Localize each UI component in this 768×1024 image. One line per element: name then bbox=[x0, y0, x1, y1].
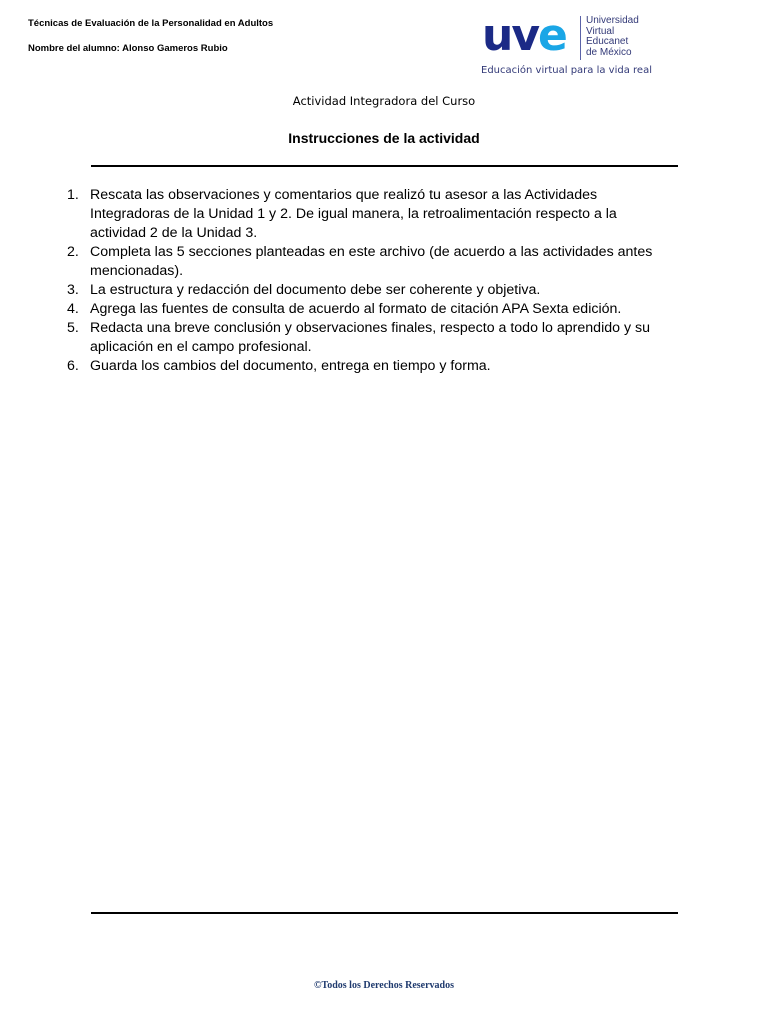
instruction-item bbox=[67, 281, 672, 300]
uve-logo bbox=[480, 12, 660, 82]
logo-name-line: de México bbox=[586, 46, 632, 58]
document-title: Instrucciones de la actividad bbox=[288, 130, 480, 146]
copyright-footer: ©Todos los Derechos Reservados bbox=[314, 980, 454, 991]
instruction-text: Agrega las fuentes de consulta de acuerdo al formato de citación APA Sexta edición. bbox=[90, 301, 622, 317]
logo-separator bbox=[580, 16, 581, 60]
logo-university-name bbox=[586, 16, 639, 58]
instruction-text: Rescata las observaciones y comentarios que realizó tu asesor a las Actividades Integradoras de la Unidad 1 y 2. De igual manera, la retroalimentación respecto a la actividad 2 de la Unidad 3. bbox=[90, 187, 617, 241]
instructions-list bbox=[67, 186, 672, 376]
logo-tagline: Educación virtual para la vida real bbox=[481, 65, 652, 76]
instruction-number: 6. bbox=[67, 358, 79, 374]
instruction-text: Guarda los cambios del documento, entrega en tiempo y forma. bbox=[90, 358, 491, 374]
instruction-text: La estructura y redacción del documento debe ser coherente y objetiva. bbox=[90, 282, 541, 298]
instruction-item bbox=[67, 186, 672, 243]
instruction-number: 4. bbox=[67, 301, 79, 317]
instruction-item bbox=[67, 319, 672, 357]
uve-logo-mark bbox=[482, 10, 566, 61]
logo-name-line: Educanet bbox=[586, 36, 629, 47]
logo-mark-main: uv bbox=[482, 10, 539, 61]
instruction-number: 5. bbox=[67, 320, 79, 336]
instruction-number: 1. bbox=[67, 187, 79, 203]
instruction-text: Completa las 5 secciones planteadas en este archivo (de acuerdo a las actividades antes mencionadas). bbox=[90, 244, 653, 279]
instruction-text: Redacta una breve conclusión y observaciones finales, respecto a todo lo aprendido y su aplicación en el campo profesional. bbox=[90, 320, 650, 355]
instruction-item bbox=[67, 243, 672, 281]
student-name: Nombre del alumno: Alonso Gameros Rubio bbox=[28, 43, 228, 54]
instruction-item bbox=[67, 357, 672, 376]
logo-mark-accent: e bbox=[538, 10, 566, 61]
bottom-divider bbox=[91, 912, 678, 914]
top-divider bbox=[91, 165, 678, 167]
instruction-number: 3. bbox=[67, 282, 79, 298]
course-name: Técnicas de Evaluación de la Personalidad en Adultos bbox=[28, 18, 274, 29]
logo-name-line: Universidad bbox=[586, 15, 639, 26]
document-subtitle: Actividad Integradora del Curso bbox=[292, 94, 476, 108]
instruction-item bbox=[67, 300, 672, 319]
logo-name-line: Virtual bbox=[586, 25, 615, 37]
instruction-number: 2. bbox=[67, 244, 79, 260]
